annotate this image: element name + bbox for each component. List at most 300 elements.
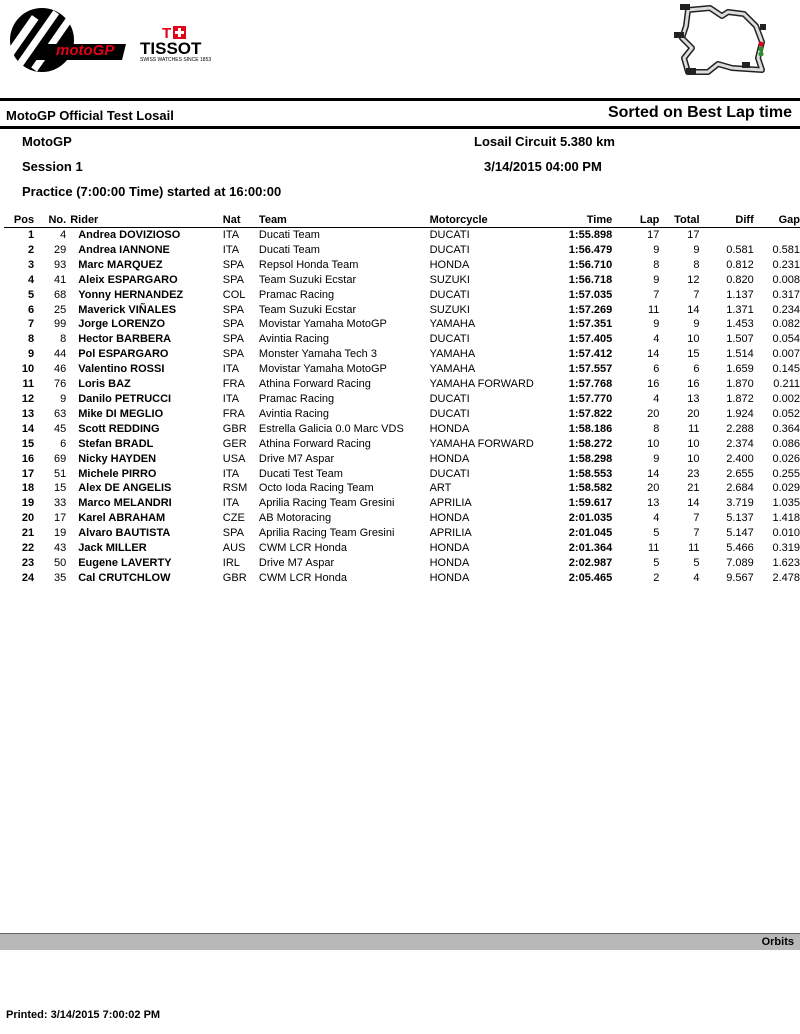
cell-nat: ITA: [222, 229, 240, 241]
cell-total: 15: [687, 348, 700, 361]
results-header-row: [4, 212, 800, 228]
footer-bar: [0, 933, 800, 950]
table-row: [4, 228, 800, 243]
cell-time: 1:57.351: [568, 318, 613, 331]
cell-rider: Mike DI MEGLIO: [78, 407, 164, 420]
cell-gap: 2.478: [772, 571, 800, 584]
cell-time: 1:57.269: [568, 303, 613, 316]
cell-pos: 5: [27, 288, 35, 301]
cell-time: 1:57.557: [568, 363, 613, 376]
results-table: [4, 212, 800, 586]
col-rider: Rider: [66, 212, 223, 228]
cell-diff: 5.147: [726, 527, 754, 540]
col-motorcycle: Motorcycle: [430, 212, 542, 228]
cell-pos: 17: [21, 467, 35, 480]
cell-motorcycle: DUCATI: [429, 467, 470, 480]
cell-pos: 23: [21, 556, 35, 569]
cell-team: Athina Forward Racing: [258, 437, 371, 450]
session-datetime: 3/14/2015 04:00 PM: [484, 159, 602, 174]
cell-rider: Andrea IANNONE: [78, 243, 170, 256]
cell-nat: SPA: [222, 303, 244, 316]
cell-diff: 1.453: [726, 318, 754, 331]
table-row: [4, 496, 800, 511]
cell-time: 1:58.272: [568, 437, 613, 450]
col-time: Time: [542, 212, 612, 228]
cell-rider: Karel ABRAHAM: [78, 512, 166, 525]
table-row: [4, 347, 800, 362]
cell-diff: 5.466: [726, 542, 754, 555]
cell-pos: 18: [21, 482, 35, 495]
cell-rider: Marco MELANDRI: [78, 497, 172, 510]
cell-motorcycle: DUCATI: [429, 243, 470, 256]
cell-no: 51: [53, 467, 67, 480]
col-total: Total: [659, 212, 699, 228]
cell-nat: FRA: [222, 378, 245, 391]
cell-team: AB Motoracing: [258, 512, 332, 525]
cell-motorcycle: SUZUKI: [429, 273, 470, 286]
table-row: [4, 362, 800, 377]
cell-motorcycle: HONDA: [429, 422, 470, 435]
cell-pos: 9: [27, 348, 35, 361]
cell-time: 1:58.186: [568, 422, 613, 435]
cell-time: 1:55.898: [568, 229, 613, 241]
cell-nat: ITA: [222, 243, 240, 256]
cell-team: Movistar Yamaha MotoGP: [258, 318, 387, 331]
cell-total: 7: [693, 288, 700, 301]
cell-motorcycle: YAMAHA: [429, 363, 476, 376]
cell-total: 20: [687, 407, 700, 420]
cell-team: CWM LCR Honda: [258, 542, 347, 555]
cell-time: 1:57.768: [568, 378, 613, 391]
cell-time: 1:58.553: [568, 467, 613, 480]
cell-time: 1:57.035: [568, 288, 613, 301]
cell-rider: Marc MARQUEZ: [78, 258, 163, 271]
cell-nat: SPA: [222, 348, 244, 361]
cell-no: 19: [53, 527, 67, 540]
table-row: [4, 303, 800, 318]
table-row: [4, 511, 800, 526]
cell-gap: 0.255: [772, 467, 800, 480]
cell-motorcycle: HONDA: [429, 512, 470, 525]
cell-nat: CZE: [222, 512, 245, 525]
cell-lap: 5: [653, 527, 660, 540]
cell-diff: 1.924: [726, 407, 754, 420]
cell-rider: Maverick VIÑALES: [78, 303, 177, 316]
cell-nat: USA: [222, 452, 246, 465]
cell-total: 5: [693, 556, 700, 569]
circuit: Losail Circuit 5.380 km: [474, 134, 615, 149]
col-team: Team: [259, 212, 430, 228]
cell-diff: 9.567: [726, 571, 754, 584]
cell-nat: SPA: [222, 273, 244, 286]
cell-no: 45: [53, 422, 67, 435]
table-row: [4, 541, 800, 556]
cell-lap: 9: [653, 273, 660, 286]
cell-total: 14: [687, 497, 700, 510]
cell-nat: RSM: [222, 482, 248, 495]
cell-total: 12: [687, 273, 700, 286]
cell-diff: 1.137: [726, 288, 754, 301]
session-name: Session 1: [22, 159, 83, 174]
cell-motorcycle: YAMAHA FORWARD: [429, 437, 534, 450]
cell-diff: [700, 228, 754, 243]
cell-no: 29: [53, 243, 67, 256]
cell-motorcycle: HONDA: [429, 556, 470, 569]
table-row: [4, 288, 800, 303]
cell-time: 1:58.298: [568, 452, 613, 465]
cell-total: 10: [687, 452, 700, 465]
cell-team: Drive M7 Aspar: [258, 452, 335, 465]
category: MotoGP: [22, 134, 72, 149]
cell-gap: 0.364: [772, 422, 800, 435]
cell-motorcycle: HONDA: [429, 258, 470, 271]
cell-no: 44: [53, 348, 67, 361]
cell-total: 23: [687, 467, 700, 480]
table-row: [4, 481, 800, 496]
cell-pos: 14: [21, 422, 35, 435]
cell-team: CWM LCR Honda: [258, 571, 347, 584]
cell-time: 1:56.718: [568, 273, 613, 286]
cell-lap: 5: [653, 556, 660, 569]
cell-nat: SPA: [222, 318, 244, 331]
cell-gap: 0.319: [772, 542, 800, 555]
table-row: [4, 422, 800, 437]
header-rule: [0, 98, 800, 101]
cell-gap: 1.623: [772, 556, 800, 569]
col-no: No.: [34, 212, 66, 228]
provider-label: Orbits: [761, 936, 794, 948]
cell-no: 17: [53, 512, 67, 525]
motogp-wordmark: motoGP: [56, 42, 115, 59]
cell-rider: Jorge LORENZO: [78, 318, 166, 331]
cell-team: Monster Yamaha Tech 3: [258, 348, 377, 361]
cell-motorcycle: DUCATI: [429, 288, 470, 301]
cell-gap: 0.008: [772, 273, 800, 286]
cell-no: 43: [53, 542, 67, 555]
cell-team: Team Suzuki Ecstar: [258, 303, 357, 316]
table-row: [4, 571, 800, 586]
cell-diff: 0.812: [726, 258, 754, 271]
cell-nat: COL: [222, 288, 246, 301]
cell-motorcycle: APRILIA: [429, 527, 472, 540]
cell-time: 1:56.710: [568, 258, 613, 271]
cell-gap: 0.052: [772, 407, 800, 420]
cell-rider: Michele PIRRO: [78, 467, 157, 480]
cell-lap: 9: [653, 243, 660, 256]
cell-diff: 2.288: [726, 422, 754, 435]
cell-gap: 0.082: [772, 318, 800, 331]
cell-nat: ITA: [222, 392, 240, 405]
cell-team: Athina Forward Racing: [258, 378, 371, 391]
cell-no: 35: [53, 571, 67, 584]
cell-motorcycle: YAMAHA: [429, 318, 476, 331]
cell-no: 50: [53, 556, 67, 569]
cell-diff: 7.089: [726, 556, 754, 569]
cell-team: Octo Ioda Racing Team: [258, 482, 374, 495]
table-row: [4, 243, 800, 258]
cell-pos: 10: [21, 363, 35, 376]
cell-pos: 2: [27, 243, 35, 256]
cell-nat: AUS: [222, 542, 246, 555]
cell-no: 25: [53, 303, 67, 316]
table-row: [4, 452, 800, 467]
cell-team: Drive M7 Aspar: [258, 556, 335, 569]
cell-lap: 7: [653, 288, 660, 301]
cell-no: 46: [53, 363, 67, 376]
cell-pos: 7: [27, 318, 35, 331]
cell-motorcycle: HONDA: [429, 542, 470, 555]
cell-lap: 8: [653, 258, 660, 271]
table-row: [4, 317, 800, 332]
cell-team: Pramac Racing: [258, 288, 335, 301]
cell-lap: 11: [647, 303, 660, 316]
cell-team: Avintia Racing: [258, 333, 330, 346]
cell-motorcycle: DUCATI: [429, 392, 470, 405]
cell-diff: 5.137: [726, 512, 754, 525]
practice-note: Practice (7:00:00 Time) started at 16:00:00: [22, 184, 282, 199]
cell-diff: 1.507: [726, 333, 754, 346]
tissot-name: TISSOT: [140, 39, 202, 58]
cell-gap: 0.211: [773, 378, 800, 391]
cell-no: 76: [53, 378, 67, 391]
cell-diff: 1.514: [726, 348, 754, 361]
cell-diff: 1.659: [726, 363, 754, 376]
cell-no: 63: [53, 407, 67, 420]
col-pos: Pos: [4, 212, 34, 228]
cell-nat: IRL: [222, 556, 240, 569]
cell-pos: 20: [21, 512, 35, 525]
cell-team: Aprilia Racing Team Gresini: [258, 527, 395, 540]
table-row: [4, 273, 800, 288]
cell-team: Estrella Galicia 0.0 Marc VDS: [258, 422, 404, 435]
cell-gap: 0.026: [772, 452, 800, 465]
cell-nat: SPA: [222, 527, 244, 540]
cell-time: 1:57.405: [568, 333, 613, 346]
cell-rider: Alvaro BAUTISTA: [78, 527, 171, 540]
cell-lap: 11: [647, 542, 660, 555]
cell-diff: 2.400: [726, 452, 754, 465]
cell-time: 2:01.364: [568, 542, 613, 555]
cell-gap: 0.007: [772, 348, 800, 361]
cell-nat: ITA: [222, 363, 240, 376]
cell-nat: FRA: [222, 407, 245, 420]
cell-rider: Valentino ROSSI: [78, 363, 165, 376]
table-row: [4, 407, 800, 422]
cell-rider: Hector BARBERA: [78, 333, 172, 346]
cell-motorcycle: HONDA: [429, 571, 470, 584]
cell-motorcycle: DUCATI: [429, 333, 470, 346]
results-body: [4, 228, 800, 586]
cell-gap: 0.029: [772, 482, 800, 495]
cell-motorcycle: DUCATI: [429, 407, 470, 420]
table-row: [4, 258, 800, 273]
cell-lap: 4: [653, 333, 660, 346]
cell-pos: 24: [21, 571, 35, 584]
cell-motorcycle: HONDA: [429, 452, 470, 465]
cell-nat: GBR: [222, 422, 247, 435]
cell-lap: 4: [653, 392, 660, 405]
cell-time: 1:56.479: [568, 243, 613, 256]
cell-lap: 9: [653, 452, 660, 465]
cell-total: 6: [693, 363, 700, 376]
cell-pos: 22: [21, 542, 35, 555]
col-gap: Gap: [754, 212, 800, 228]
cell-team: Team Suzuki Ecstar: [258, 273, 357, 286]
table-row: [4, 377, 800, 392]
cell-team: Ducati Team: [258, 243, 320, 256]
table-row: [4, 332, 800, 347]
cell-nat: GER: [222, 437, 247, 450]
cell-pos: 4: [27, 273, 35, 286]
cell-no: 93: [53, 258, 67, 271]
cell-rider: Loris BAZ: [78, 378, 131, 391]
cell-gap: 0.054: [772, 333, 800, 346]
cell-gap: 0.145: [772, 363, 800, 376]
cell-lap: 16: [647, 378, 660, 391]
cell-lap: 17: [647, 229, 660, 241]
cell-diff: 2.374: [726, 437, 754, 450]
cell-no: 69: [53, 452, 67, 465]
cell-lap: 9: [653, 318, 660, 331]
cell-total: 11: [688, 542, 700, 555]
cell-total: 8: [693, 258, 700, 271]
cell-team: Movistar Yamaha MotoGP: [258, 363, 387, 376]
cell-no: 8: [60, 333, 67, 346]
cell-no: 4: [60, 229, 67, 241]
cell-pos: 16: [21, 452, 35, 465]
cell-no: 68: [53, 288, 67, 301]
cell-diff: 0.820: [726, 273, 754, 286]
cell-pos: 19: [21, 497, 35, 510]
table-row: [4, 556, 800, 571]
cell-time: 2:05.465: [568, 571, 613, 584]
cell-motorcycle: YAMAHA FORWARD: [429, 378, 534, 391]
cell-time: 2:01.035: [568, 512, 613, 525]
cell-gap: 0.231: [772, 258, 800, 271]
cell-no: 9: [60, 392, 67, 405]
cell-time: 2:02.987: [568, 556, 613, 569]
cell-total: 7: [693, 527, 700, 540]
cell-nat: GBR: [222, 571, 247, 584]
cell-pos: 8: [27, 333, 35, 346]
cell-pos: 6: [27, 303, 35, 316]
cell-total: 7: [693, 512, 700, 525]
cell-gap: 0.581: [772, 243, 800, 256]
svg-text:T: T: [162, 25, 172, 42]
cell-time: 1:57.770: [568, 392, 613, 405]
cell-total: 16: [687, 378, 700, 391]
cell-rider: Jack MILLER: [78, 542, 147, 555]
cell-pos: 3: [27, 258, 35, 271]
cell-total: 14: [687, 303, 700, 316]
cell-diff: 1.872: [726, 392, 754, 405]
cell-rider: Cal CRUTCHLOW: [78, 571, 171, 584]
cell-total: 17: [687, 229, 700, 241]
cell-pos: 11: [22, 378, 35, 391]
cell-lap: 13: [647, 497, 660, 510]
cell-total: 13: [687, 392, 700, 405]
cell-rider: Danilo PETRUCCI: [78, 392, 172, 405]
cell-diff: 0.581: [726, 243, 754, 256]
cell-total: 4: [693, 571, 700, 584]
cell-rider: Yonny HERNANDEZ: [78, 288, 184, 301]
cell-pos: 21: [21, 527, 35, 540]
cell-lap: 10: [647, 437, 660, 450]
cell-diff: 2.655: [726, 467, 754, 480]
cell-nat: ITA: [222, 497, 240, 510]
cell-time: 1:59.617: [568, 497, 613, 510]
cell-gap: 1.035: [772, 497, 800, 510]
event-name: MotoGP Official Test Losail: [6, 108, 174, 123]
cell-lap: 2: [653, 571, 660, 584]
cell-gap: 0.086: [772, 437, 800, 450]
cell-team: Repsol Honda Team: [258, 258, 359, 271]
motogp-logo: [6, 6, 128, 80]
tissot-tagline: SWISS WATCHES SINCE 1853: [140, 57, 212, 63]
table-row: [4, 392, 800, 407]
cell-gap: 0.234: [772, 303, 800, 316]
cell-no: 6: [60, 437, 67, 450]
cell-rider: Andrea DOVIZIOSO: [78, 229, 181, 241]
cell-gap: 0.317: [772, 288, 800, 301]
cell-total: 11: [688, 422, 700, 435]
cell-lap: 6: [653, 363, 660, 376]
cell-motorcycle: ART: [429, 482, 452, 495]
col-diff: Diff: [700, 212, 754, 228]
cell-gap: [754, 228, 800, 243]
cell-pos: 15: [21, 437, 35, 450]
cell-no: 15: [53, 482, 67, 495]
cell-lap: 4: [653, 512, 660, 525]
cell-time: 1:57.822: [568, 407, 613, 420]
cell-team: Aprilia Racing Team Gresini: [258, 497, 395, 510]
cell-motorcycle: DUCATI: [429, 229, 470, 241]
sort-label: Sorted on Best Lap time: [607, 104, 792, 121]
cell-team: Ducati Team: [258, 229, 320, 241]
cell-time: 2:01.045: [568, 527, 613, 540]
cell-diff: 2.684: [726, 482, 754, 495]
cell-total: 10: [687, 333, 700, 346]
cell-no: 99: [53, 318, 67, 331]
cell-nat: ITA: [222, 467, 240, 480]
cell-lap: 14: [647, 467, 660, 480]
cell-lap: 20: [647, 407, 660, 420]
cell-rider: Aleix ESPARGARO: [78, 273, 178, 286]
cell-total: 10: [687, 437, 700, 450]
cell-pos: 13: [21, 407, 35, 420]
cell-team: Avintia Racing: [258, 407, 330, 420]
cell-gap: 1.418: [772, 512, 800, 525]
cell-nat: SPA: [222, 333, 244, 346]
col-nat: Nat: [223, 212, 259, 228]
title-row: [0, 104, 800, 126]
cell-team: Ducati Test Team: [258, 467, 343, 480]
tissot-logo: [140, 24, 216, 64]
cell-nat: SPA: [222, 258, 244, 271]
cell-pos: 1: [27, 229, 35, 241]
cell-lap: 14: [647, 348, 660, 361]
cell-rider: Pol ESPARGARO: [78, 348, 169, 361]
cell-rider: Scott REDDING: [78, 422, 160, 435]
cell-total: 9: [693, 243, 700, 256]
cell-team: Pramac Racing: [258, 392, 335, 405]
cell-motorcycle: APRILIA: [429, 497, 472, 510]
table-row: [4, 467, 800, 482]
table-row: [4, 437, 800, 452]
cell-gap: 0.002: [772, 392, 800, 405]
cell-lap: 20: [647, 482, 660, 495]
cell-gap: 0.010: [772, 527, 800, 540]
